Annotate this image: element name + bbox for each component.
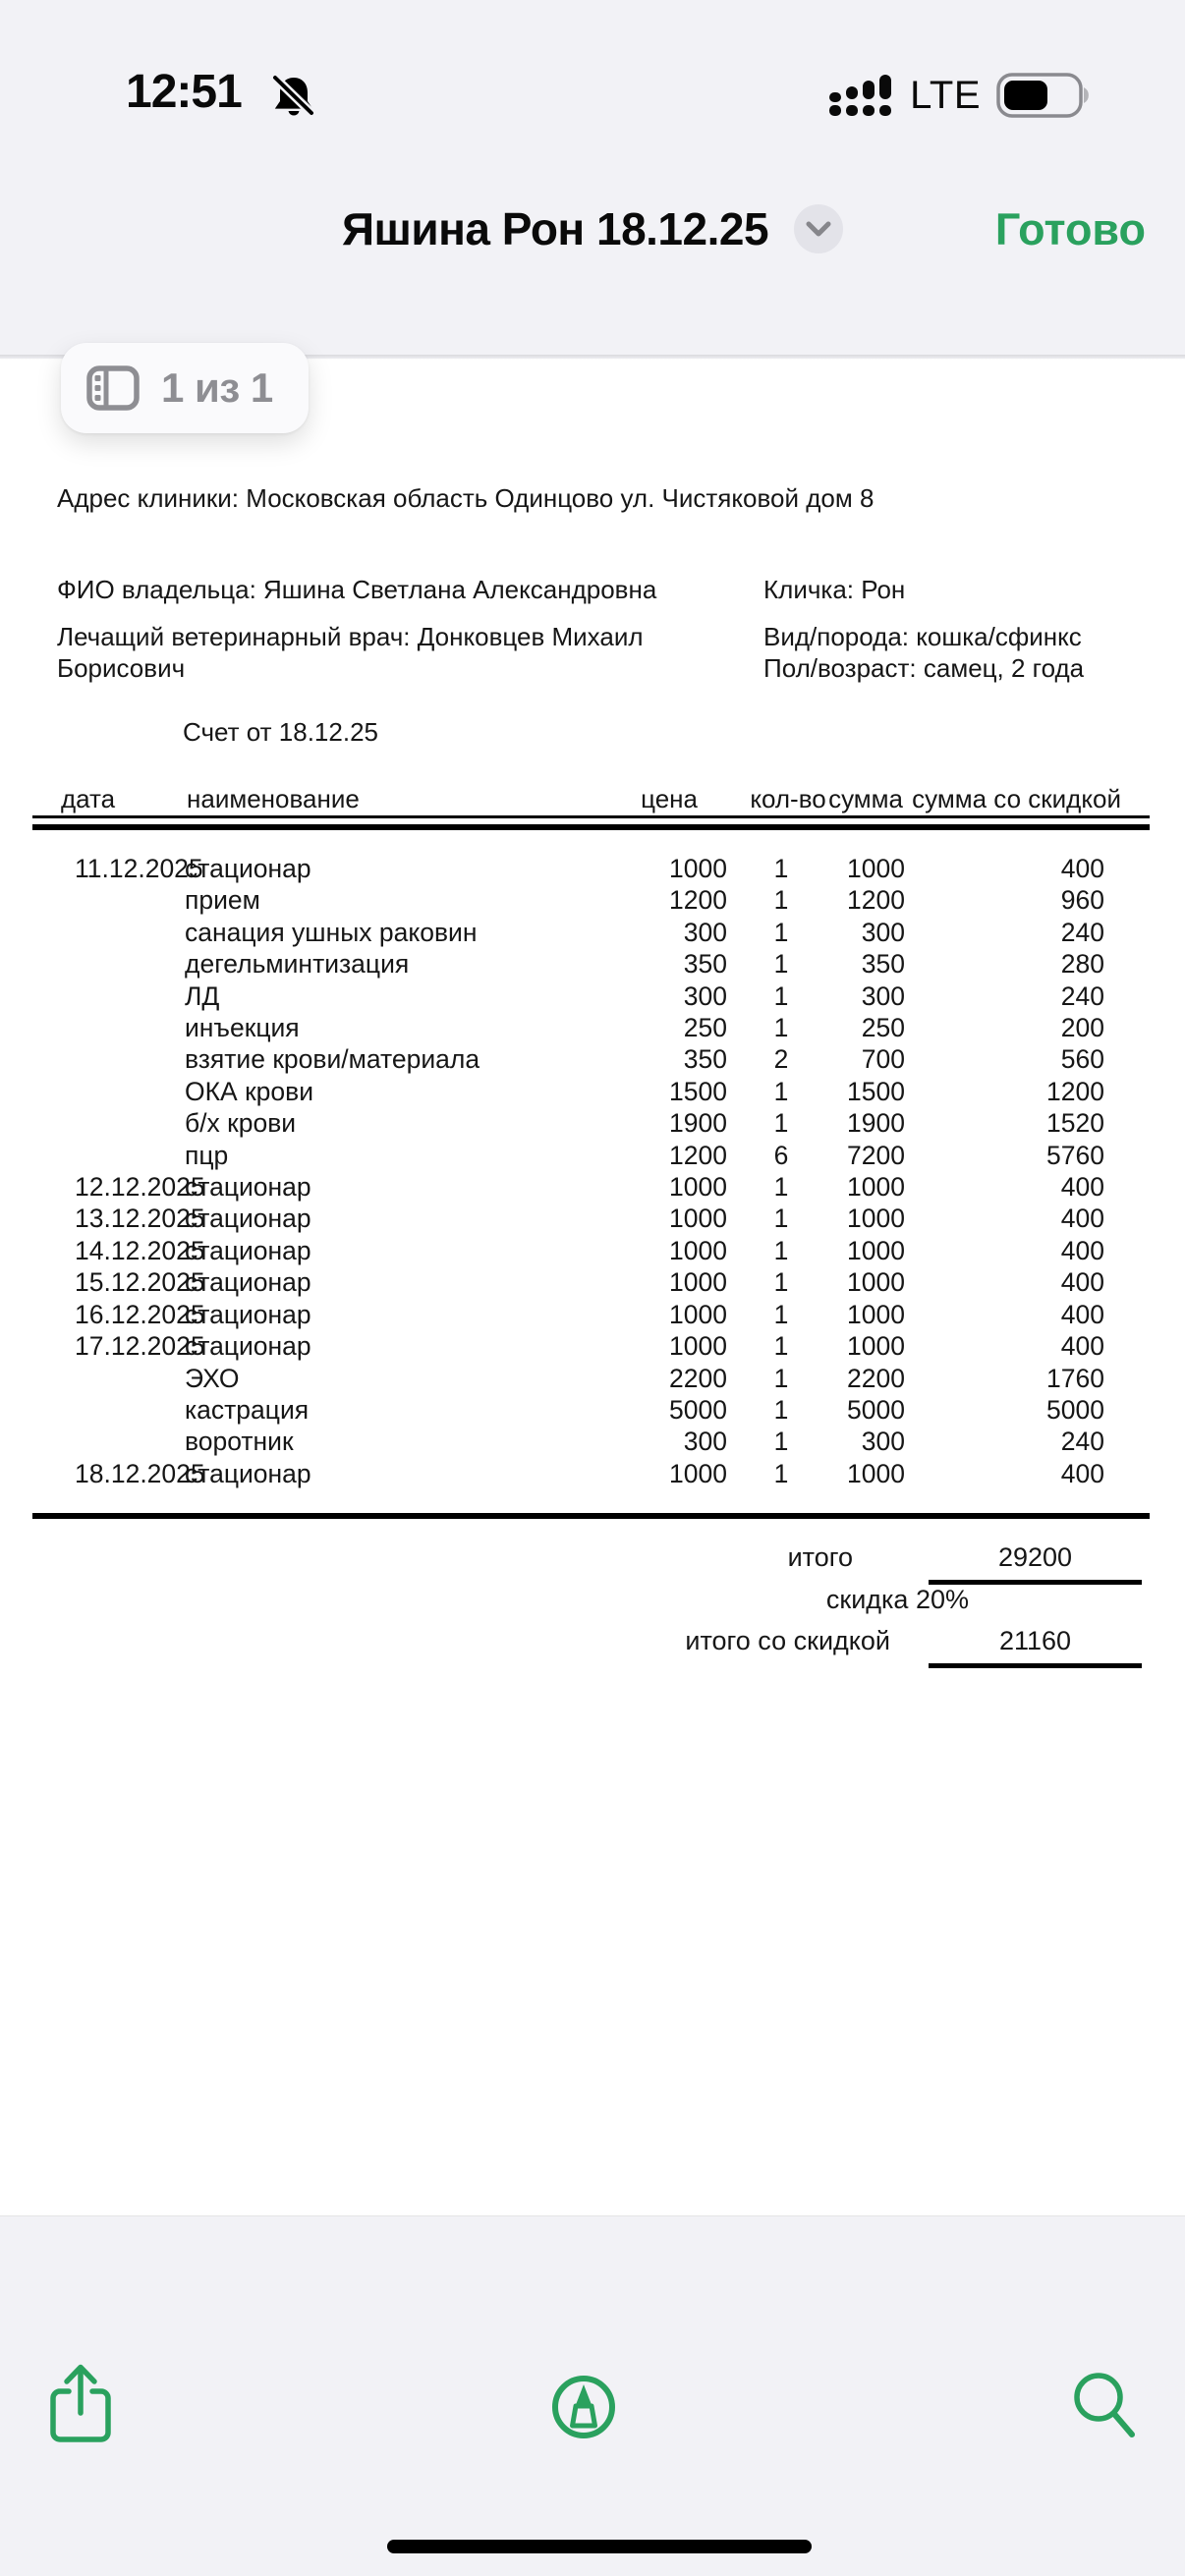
- cell-sum: 350: [861, 949, 905, 980]
- cell-discounted: 400: [1060, 1331, 1104, 1362]
- cell-qty: 1: [773, 1299, 789, 1329]
- vet-name-line1: Лечащий ветеринарный врач: Донковцев Михаил: [57, 622, 644, 651]
- cell-price: 300: [683, 980, 727, 1011]
- cell-name: стационар: [185, 1172, 311, 1203]
- share-icon: [47, 2362, 114, 2446]
- cell-name: стационар: [185, 1299, 311, 1329]
- thumbnails-sidebar-icon: [86, 365, 140, 411]
- cellular-signal-icon: [829, 75, 894, 116]
- cell-price: 1900: [669, 1108, 727, 1139]
- cell-date: 11.12.2025: [75, 854, 203, 883]
- table-row: [32, 1363, 1150, 1394]
- table-row: [32, 884, 1150, 916]
- table-row: [32, 1266, 1150, 1298]
- table-bottom-rule: [32, 1513, 1150, 1519]
- cell-name: стационар: [185, 1267, 311, 1298]
- cell-sum: 1000: [847, 1172, 905, 1203]
- cell-sum: 1000: [847, 1458, 905, 1488]
- cell-date: 16.12.2025: [75, 1299, 205, 1329]
- cell-name: стационар: [185, 1235, 311, 1265]
- cell-discounted: 400: [1060, 1204, 1104, 1234]
- cell-price: 300: [683, 917, 727, 947]
- cell-discounted: 960: [1060, 885, 1104, 916]
- home-indicator[interactable]: [387, 2540, 812, 2553]
- cell-date: [32, 884, 185, 916]
- cell-date: [32, 1076, 185, 1107]
- cell-price: 1000: [669, 1172, 727, 1203]
- cell-price: 250: [683, 1013, 727, 1043]
- cell-sum: 300: [861, 917, 905, 947]
- cell-sum: 1000: [847, 1267, 905, 1298]
- table-row: [32, 1235, 1150, 1266]
- markup-pen-icon: [550, 2374, 617, 2440]
- cell-sum: 1200: [847, 885, 905, 916]
- table-row: [32, 1458, 1150, 1489]
- cell-qty: 1: [773, 1172, 789, 1203]
- cell-name: стационар: [185, 1458, 311, 1488]
- cell-discounted: 1520: [1046, 1108, 1104, 1139]
- cell-date: [32, 1043, 185, 1075]
- cell-sum: 300: [861, 1427, 905, 1457]
- cell-price: 1000: [669, 1299, 727, 1329]
- cell-sum: 1000: [847, 1299, 905, 1329]
- header-discounted: сумма со скидкой: [912, 784, 1121, 813]
- cell-date: 15.12.2025: [75, 1267, 205, 1298]
- table-row: [32, 853, 1150, 884]
- table-row: [32, 1076, 1150, 1107]
- cell-date: [32, 980, 185, 1012]
- table-row: [32, 1330, 1150, 1362]
- cell-discounted: 280: [1060, 949, 1104, 980]
- cell-discounted: 400: [1060, 1235, 1104, 1265]
- cell-sum: 7200: [847, 1140, 905, 1170]
- cell-qty: 6: [773, 1140, 789, 1170]
- cell-name: ОКА крови: [185, 1076, 314, 1106]
- header-price: цена: [641, 784, 698, 813]
- cell-date: [32, 1140, 185, 1171]
- cell-price: 2200: [669, 1363, 727, 1393]
- header-sum: сумма: [828, 784, 903, 813]
- cell-sum: 250: [861, 1013, 905, 1043]
- cell-qty: 1: [773, 1013, 789, 1043]
- cell-qty: 1: [773, 949, 789, 980]
- cell-name: инъекция: [185, 1013, 300, 1043]
- cell-discounted: 5760: [1046, 1140, 1104, 1170]
- cell-date: 12.12.2025: [75, 1172, 205, 1203]
- table-row: [32, 1203, 1150, 1234]
- cell-sum: 1000: [847, 1235, 905, 1265]
- invoice-title: Счет от 18.12.25: [183, 717, 378, 747]
- cell-qty: 1: [773, 980, 789, 1011]
- cell-qty: 1: [773, 1235, 789, 1265]
- cell-date: [32, 1394, 185, 1426]
- cell-price: 1500: [669, 1076, 727, 1106]
- cell-price: 300: [683, 1427, 727, 1457]
- table-row: [32, 1299, 1150, 1330]
- cell-name: санация ушных раковин: [185, 917, 478, 947]
- cell-sum: 700: [861, 1044, 905, 1075]
- cell-date: [32, 1012, 185, 1043]
- search-button[interactable]: [1071, 2370, 1140, 2449]
- markup-button[interactable]: [550, 2374, 617, 2443]
- cell-qty: 1: [773, 1108, 789, 1139]
- cell-name: стационар: [185, 1331, 311, 1362]
- cell-sum: 2200: [847, 1363, 905, 1393]
- cell-date: [32, 1107, 185, 1139]
- battery-icon: [996, 73, 1091, 118]
- network-type-label: LTE: [910, 73, 981, 117]
- total-value: 29200: [997, 1542, 1073, 1572]
- cell-date: 18.12.2025: [75, 1458, 205, 1488]
- cell-discounted: 1760: [1046, 1363, 1104, 1393]
- cell-name: стационар: [185, 854, 311, 883]
- chevron-down-icon: [806, 221, 831, 237]
- document-title: Яшина Рон 18.12.25: [341, 203, 769, 254]
- cell-price: 1000: [669, 854, 727, 883]
- cell-name: прием: [185, 885, 260, 916]
- cell-price: 1200: [669, 1140, 727, 1170]
- cell-price: 350: [683, 949, 727, 980]
- page-indicator[interactable]: [61, 343, 309, 433]
- cell-sum: 5000: [847, 1394, 905, 1425]
- cell-sum: 1000: [847, 1331, 905, 1362]
- total-label: итого: [787, 1542, 853, 1572]
- cell-date: 17.12.2025: [75, 1331, 205, 1362]
- status-right-cluster: [829, 71, 1091, 120]
- cell-name: б/х крови: [185, 1108, 297, 1139]
- pet-breed: Вид/порода: кошка/сфинкс: [763, 622, 1082, 651]
- table-row: [32, 917, 1150, 948]
- discounted-total-underline: [929, 1663, 1142, 1668]
- cell-discounted: 400: [1060, 854, 1104, 883]
- table-row: [32, 1426, 1150, 1457]
- cell-qty: 1: [773, 1394, 789, 1425]
- cell-name: пцр: [185, 1140, 229, 1170]
- discounted-total-label: итого со скидкой: [685, 1626, 890, 1655]
- table-row: [32, 1012, 1150, 1043]
- cell-price: 5000: [669, 1394, 727, 1425]
- discount-label: скидка 20%: [825, 1585, 969, 1614]
- cell-price: 350: [683, 1044, 727, 1075]
- cell-discounted: 560: [1060, 1044, 1104, 1075]
- cell-qty: 1: [773, 854, 789, 883]
- cell-discounted: 240: [1060, 980, 1104, 1011]
- header-date: дата: [61, 784, 116, 813]
- cell-price: 1000: [669, 1204, 727, 1234]
- cell-date: 13.12.2025: [75, 1204, 205, 1234]
- cell-discounted: 400: [1060, 1267, 1104, 1298]
- status-time: 12:51: [126, 66, 242, 118]
- table-row: [32, 948, 1150, 980]
- cell-discounted: 200: [1060, 1013, 1104, 1043]
- cell-sum: 1000: [847, 854, 905, 883]
- pet-name: Кличка: Рон: [763, 575, 906, 604]
- cell-discounted: 1200: [1046, 1076, 1104, 1106]
- cell-qty: 1: [773, 1076, 789, 1106]
- cell-name: взятие крови/материала: [185, 1044, 480, 1075]
- table-row: [32, 1140, 1150, 1171]
- cell-discounted: 5000: [1046, 1394, 1104, 1425]
- cell-qty: 1: [773, 1363, 789, 1393]
- cell-sum: 1000: [847, 1204, 905, 1234]
- cell-discounted: 400: [1060, 1172, 1104, 1203]
- cell-discounted: 240: [1060, 917, 1104, 947]
- clinic-address: Адрес клиники: Московская область Одинцово ул. Чистяковой дом 8: [57, 483, 875, 513]
- cell-sum: 300: [861, 980, 905, 1011]
- cell-qty: 1: [773, 1458, 789, 1488]
- cell-date: [32, 917, 185, 948]
- discounted-total-value: 21160: [998, 1626, 1072, 1655]
- header-name: наименование: [187, 784, 360, 813]
- table-row: [32, 1107, 1150, 1139]
- cell-discounted: 240: [1060, 1427, 1104, 1457]
- page-indicator-label: 1 из 1: [161, 364, 273, 411]
- cell-price: 1000: [669, 1458, 727, 1488]
- notifications-muted-icon: [271, 73, 316, 118]
- header-qty: кол-во: [750, 784, 826, 813]
- cell-name: дегельминтизация: [185, 949, 410, 980]
- cell-discounted: 400: [1060, 1458, 1104, 1488]
- cell-date: [32, 948, 185, 980]
- cell-price: 1200: [669, 885, 727, 916]
- cell-name: стационар: [185, 1204, 311, 1234]
- cell-date: [32, 1363, 185, 1394]
- cell-name: ЭХО: [185, 1363, 240, 1393]
- cell-discounted: 400: [1060, 1299, 1104, 1329]
- cell-price: 1000: [669, 1331, 727, 1362]
- owner-name: ФИО владельца: Яшина Светлана Александровна: [57, 575, 657, 604]
- vet-name-line2: Борисович: [57, 653, 186, 683]
- cell-name: ЛД: [185, 980, 220, 1011]
- cell-name: воротник: [185, 1427, 294, 1457]
- done-button[interactable]: Готово: [994, 204, 1146, 254]
- invoice-table: [32, 853, 1150, 1489]
- cell-sum: 1500: [847, 1076, 905, 1106]
- title-menu-button[interactable]: [794, 204, 843, 253]
- cell-price: 1000: [669, 1235, 727, 1265]
- header-rule-thin: [32, 815, 1150, 818]
- table-row: [32, 1171, 1150, 1203]
- cell-qty: 1: [773, 1427, 789, 1457]
- search-icon: [1071, 2370, 1140, 2446]
- cell-qty: 2: [773, 1044, 789, 1075]
- table-row: [32, 980, 1150, 1012]
- cell-sum: 1900: [847, 1108, 905, 1139]
- pet-sex-age: Пол/возраст: самец, 2 года: [763, 653, 1085, 683]
- invoice-table-body: [32, 853, 1150, 1489]
- cell-qty: 1: [773, 1267, 789, 1298]
- share-button[interactable]: [47, 2362, 114, 2449]
- cell-qty: 1: [773, 1331, 789, 1362]
- table-row: [32, 1394, 1150, 1426]
- cell-date: 14.12.2025: [75, 1235, 205, 1265]
- cell-date: [32, 1426, 185, 1457]
- cell-name: кастрация: [185, 1394, 310, 1425]
- table-row: [32, 1043, 1150, 1075]
- header-rule-thick: [32, 824, 1150, 830]
- cell-qty: 1: [773, 885, 789, 916]
- cell-qty: 1: [773, 1204, 789, 1234]
- cell-qty: 1: [773, 917, 789, 947]
- cell-price: 1000: [669, 1267, 727, 1298]
